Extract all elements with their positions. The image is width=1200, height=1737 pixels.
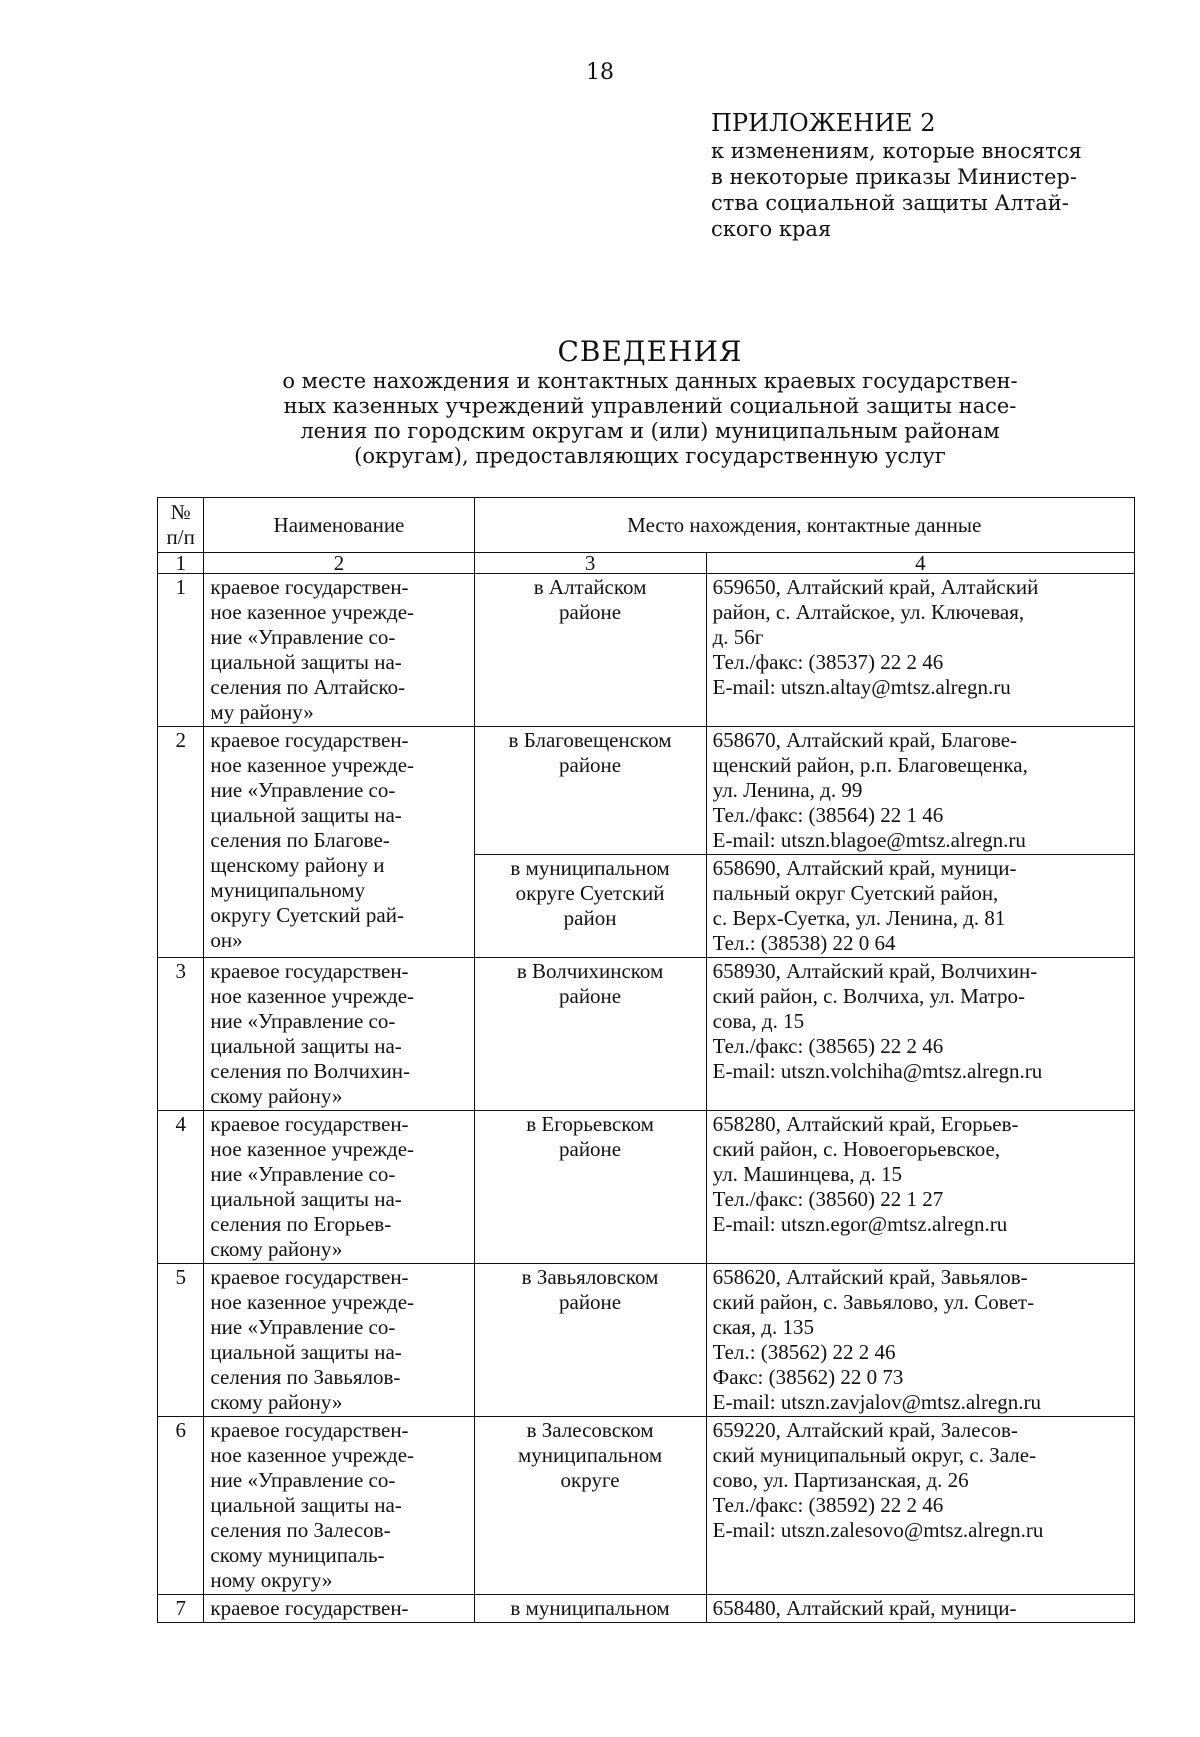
service-area: в Благовещенском районе	[474, 727, 706, 855]
appendix-heading: ПРИЛОЖЕНИЕ 2	[711, 109, 936, 137]
appendix-block	[711, 108, 1141, 242]
column-number: 3	[474, 553, 706, 574]
table-row	[158, 1111, 1135, 1264]
contact-details: 659650, Алтайский край, Алтайский район, с. Алтайское, ул. Ключевая, д. 56г Тел./факс: (38537) 22 2 46 E-mail: utszn.altay@mtsz.alregn.ru	[706, 574, 1134, 727]
contact-details: 658930, Алтайский край, Волчихин- ский район, с. Волчиха, ул. Матро- сова, д. 15 Тел./факс: (38565) 22 2 46 E-mail: utszn.volchiha@mtsz.alregn.ru	[706, 958, 1134, 1111]
header-location: Место нахождения, контактные данные	[474, 498, 1134, 553]
table-row	[158, 958, 1135, 1111]
header-num: № п/п	[158, 498, 204, 553]
column-number: 4	[706, 553, 1134, 574]
row-number: 5	[158, 1264, 204, 1417]
contact-details: 658670, Алтайский край, Благове- щенский район, р.п. Благовещенка, ул. Ленина, д. 99 Тел./факс: (38564) 22 1 46 E-mail: utszn.blagoe@mtsz.alregn.ru	[706, 727, 1134, 855]
contact-details: 658690, Алтайский край, муници- пальный округ Суетский район, с. Верх-Суетка, ул. Ленина, д. 81 Тел.: (38538) 22 0 64	[706, 855, 1134, 958]
column-number-row	[158, 553, 1135, 574]
header-name: Наименование	[204, 498, 474, 553]
row-number: 6	[158, 1417, 204, 1595]
document-title: СВЕДЕНИЯ	[557, 335, 743, 368]
page-number: 18	[586, 60, 614, 85]
document-subtitle: о месте нахождения и контактных данных краевых государствен- ных казенных учреждений управлений социальной защиты насе- ления по городским округам и (или) муниципальным районам (округам), предоставляющих государственную услуг	[282, 369, 1018, 468]
row-number: 7	[158, 1595, 204, 1623]
institution-name: краевое государствен- ное казенное учрежде- ние «Управление со- циальной защиты на- селения по Волчихин- скому району»	[204, 958, 474, 1111]
table-row	[158, 727, 1135, 855]
contact-details: 658620, Алтайский край, Завьялов- ский район, с. Завьялово, ул. Совет- ская, д. 135 Тел.: (38562) 22 2 46 Факс: (38562) 22 0 73 E-mail: utszn.zavjalov@mtsz.alregn.ru	[706, 1264, 1134, 1417]
institution-name: краевое государствен- ное казенное учрежде- ние «Управление со- циальной защиты на- селения по Завьялов- скому району»	[204, 1264, 474, 1417]
institution-name: краевое государствен- ное казенное учрежде- ние «Управление со- циальной защиты на- селения по Егорьев- скому району»	[204, 1111, 474, 1264]
table-row	[158, 1264, 1135, 1417]
document-title-block	[200, 335, 1100, 469]
column-number: 2	[204, 553, 474, 574]
institution-name: краевое государствен- ное казенное учрежде- ние «Управление со- циальной защиты на- селения по Благове- щенскому району и муниципальному округу Суетский рай- он»	[204, 727, 474, 958]
table-header-row	[158, 498, 1135, 553]
row-number: 3	[158, 958, 204, 1111]
service-area: в муниципальном	[474, 1595, 706, 1623]
table-row	[158, 1417, 1135, 1595]
table-row	[158, 1595, 1135, 1623]
institutions-table	[157, 497, 1135, 1623]
institution-name: краевое государствен-	[204, 1595, 474, 1623]
service-area: в Завьяловском районе	[474, 1264, 706, 1417]
table-row	[158, 574, 1135, 727]
service-area: в Егорьевском районе	[474, 1111, 706, 1264]
service-area: в Волчихинском районе	[474, 958, 706, 1111]
institution-name: краевое государствен- ное казенное учрежде- ние «Управление со- циальной защиты на- селения по Залесов- скому муниципаль- ному округу»	[204, 1417, 474, 1595]
contact-details: 658480, Алтайский край, муници-	[706, 1595, 1134, 1623]
row-number: 1	[158, 574, 204, 727]
column-number: 1	[158, 553, 204, 574]
contact-details: 659220, Алтайский край, Залесов- ский муниципальный округ, с. Зале- сово, ул. Партизанская, д. 26 Тел./факс: (38592) 22 2 46 E-mail: utszn.zalesovo@mtsz.alregn.ru	[706, 1417, 1134, 1595]
row-number: 2	[158, 727, 204, 958]
service-area: в муниципальном округе Суетский район	[474, 855, 706, 958]
row-number: 4	[158, 1111, 204, 1264]
service-area: в Залесовском муниципальном округе	[474, 1417, 706, 1595]
service-area: в Алтайском районе	[474, 574, 706, 727]
institution-name: краевое государствен- ное казенное учрежде- ние «Управление со- циальной защиты на- селения по Алтайско- му району»	[204, 574, 474, 727]
appendix-text: к изменениям, которые вносятся в некоторые приказы Министер- ства социальной защиты Алтай- ского края	[711, 139, 1082, 241]
contact-details: 658280, Алтайский край, Егорьев- ский район, с. Новоегорьевское, ул. Машинцева, д. 15 Тел./факс: (38560) 22 1 27 E-mail: utszn.egor@mtsz.alregn.ru	[706, 1111, 1134, 1264]
